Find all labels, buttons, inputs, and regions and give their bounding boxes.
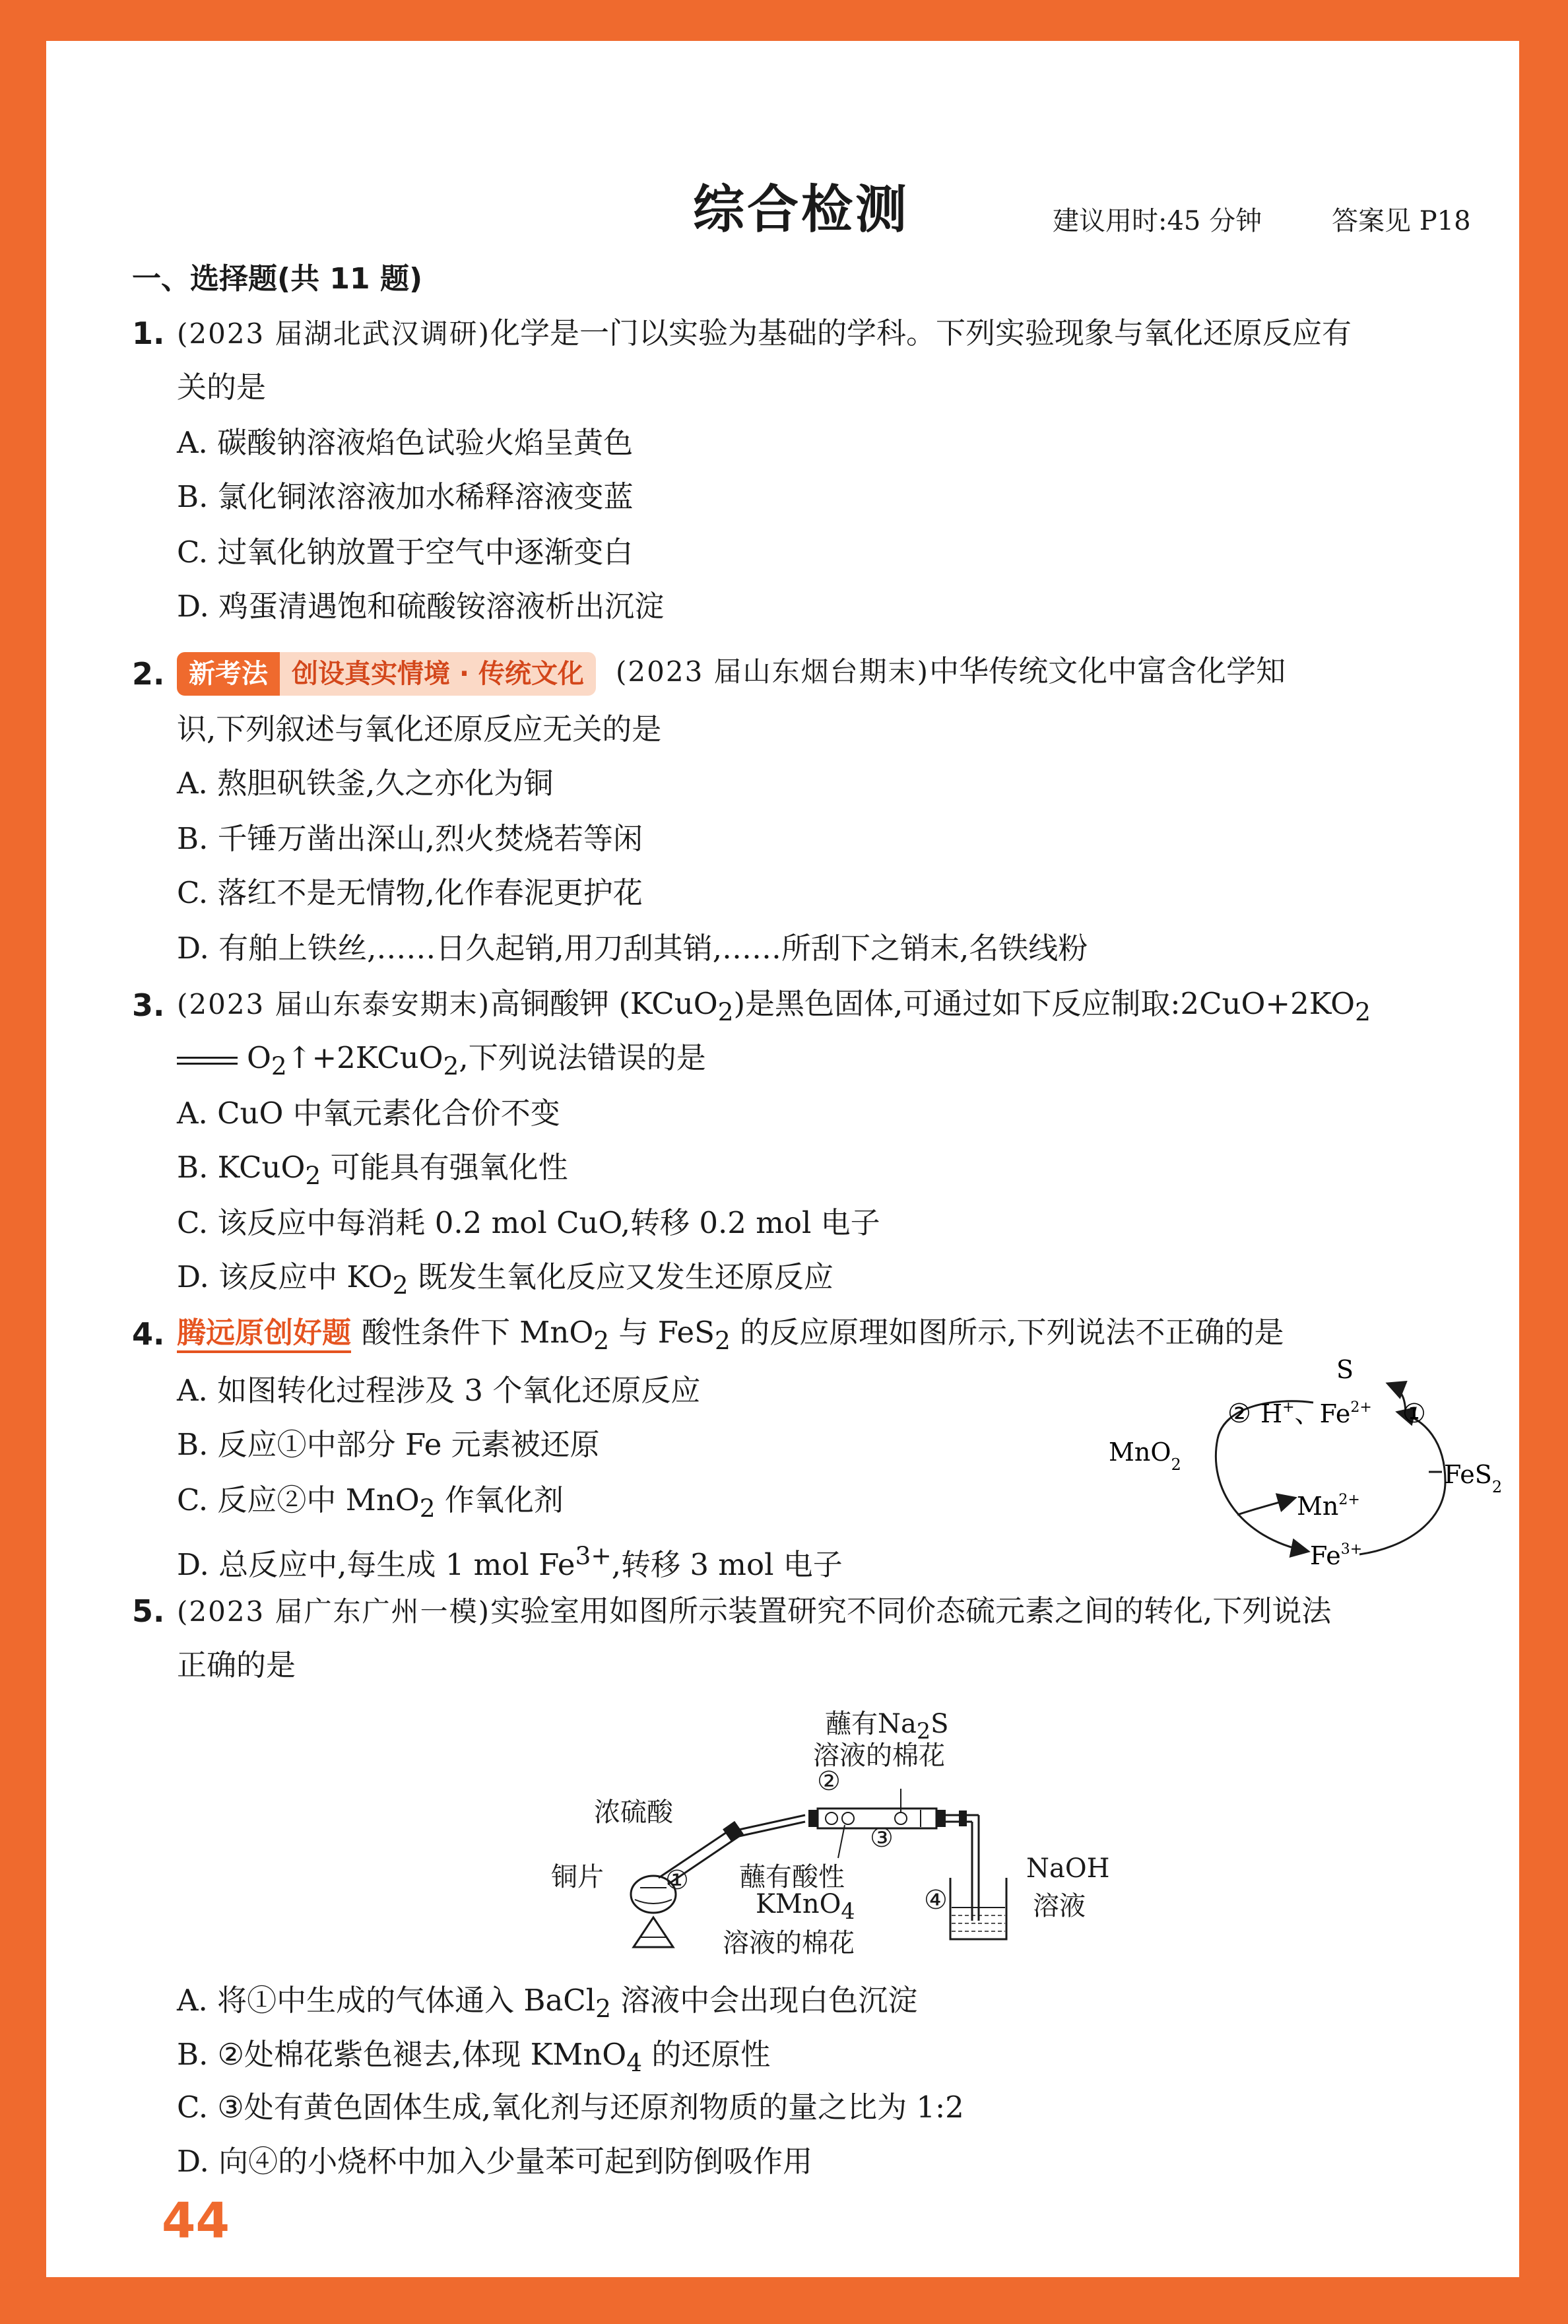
label-s: S [1336, 1355, 1354, 1384]
label-mark-4: ④ [924, 1885, 948, 1915]
q2-stem-line2: 识,下列叙述与氧化还原反应无关的是 [177, 712, 662, 747]
q5-stem-line1: (2023 届广东广州一模)实验室用如图所示装置研究不同价态硫元素之间的转化,下列说法 [177, 1593, 1332, 1628]
label-kmno4-cotton-2: KMnO$_4$ [756, 1889, 855, 1924]
q1-option-d[interactable]: D. 鸡蛋清遇饱和硫酸铵溶液析出沉淀 [177, 589, 665, 624]
label-naoh-solution: 溶液 [1033, 1891, 1086, 1921]
q4-stem: 腾远原创好题 酸性条件下 MnO$_2$ 与 FeS$_2$ 的反应原理如图所示,下列说法不正确的是 [177, 1315, 1284, 1355]
label-naoh: NaOH [1026, 1853, 1110, 1884]
answer-reference: 答案见 P18 [1332, 206, 1471, 236]
arrow-to-mn2 [1237, 1498, 1293, 1515]
label-conc-sulfuric-acid: 浓硫酸 [594, 1797, 673, 1828]
q5-option-d[interactable]: D. 向④的小烧杯中加入少量苯可起到防倒吸作用 [177, 2144, 813, 2179]
q2-option-b[interactable]: B. 千锤万凿出深山,烈火焚烧若等闲 [177, 821, 643, 856]
alcohol-lamp [634, 1917, 673, 1947]
page-title: 综合检测 [693, 180, 910, 240]
suggested-time: 建议用时:45 分钟 [1053, 206, 1262, 236]
q5-source: (2023 届广东广州一模) [177, 1595, 491, 1628]
label-copper: 铜片 [551, 1862, 604, 1892]
q1-option-a[interactable]: A. 碳酸钠溶液焰色试验火焰呈黄色 [177, 425, 634, 460]
q4-option-c[interactable]: C. 反应②中 MnO$_2$ 作氧化剂 [177, 1482, 564, 1523]
label-mark-2: ② [817, 1766, 841, 1797]
q2-option-d[interactable]: D. 有舶上铁丝,……日久起销,用刀刮其销,……所刮下之销末,名铁线粉 [177, 931, 1088, 966]
label-na2s-cotton-1: 蘸有$Na_2S$ [825, 1709, 949, 1744]
q5-option-a[interactable]: A. 将①中生成的气体通入 BaCl$_2$ 溶液中会出现白色沉淀 [177, 1983, 918, 2023]
q1-option-c[interactable]: C. 过氧化钠放置于空气中逐渐变白 [177, 535, 634, 570]
arc-reaction-1 [1359, 1412, 1445, 1554]
q1-option-b[interactable]: B. 氯化铜浓溶液加水稀释溶液变蓝 [177, 479, 634, 514]
label-na2s-cotton-2: 溶液的棉花 [813, 1741, 945, 1771]
arc-reaction-2-bottom [1216, 1439, 1307, 1551]
q2-option-a[interactable]: A. 熬胆矾铁釜,久之亦化为铜 [177, 766, 554, 801]
q4-number: 4. [132, 1316, 165, 1352]
q1-stem-line1: (2023 届湖北武汉调研)化学是一门以实验为基础的学科。下列实验现象与氧化还原反应有 [177, 315, 1352, 350]
q2-stem-line1: 新考法 创设真实情境 · 传统文化 (2023 届山东烟台期末)中华传统文化中富含化学知 [177, 651, 1286, 696]
context-tag: 创设真实情境 · 传统文化 [280, 652, 596, 696]
label-mark-3: ③ [870, 1823, 894, 1853]
label-mn2: $Mn^{2+}$ [1297, 1492, 1360, 1521]
q3-number: 3. [132, 987, 165, 1023]
q2-number: 2. [132, 656, 165, 692]
q5-option-c[interactable]: C. ③处有黄色固体生成,氧化剂与还原剂物质的量之比为 1:2 [177, 2090, 964, 2125]
section-heading: 一、选择题(共 11 题) [132, 262, 423, 296]
q3-equation-line: $O_2↑+2KCuO_2$,下列说法错误的是 [177, 1038, 706, 1086]
q3-option-c[interactable]: C. 该反应中每消耗 0.2 mol CuO,转移 0.2 mol 电子 [177, 1205, 880, 1240]
page-number: 44 [162, 2193, 230, 2249]
na2s-cotton [895, 1812, 907, 1824]
label-kmno4-cotton-1: 蘸有酸性 [739, 1862, 845, 1892]
kmno4-cotton [842, 1812, 854, 1824]
q5-number: 5. [132, 1593, 165, 1629]
equals-sign [177, 1057, 238, 1065]
new-method-tag: 新考法 [177, 652, 280, 696]
label-fes2: FeS$_2$ [1444, 1460, 1503, 1496]
q4-option-a[interactable]: A. 如图转化过程涉及 3 个氧化还原反应 [177, 1373, 701, 1408]
q1-number: 1. [132, 315, 165, 351]
q3-option-b[interactable]: B. KCuO$_2$ 可能具有强氧化性 [177, 1150, 568, 1190]
label-mark-1: ① [1402, 1399, 1426, 1429]
q2-source: (2023 届山东烟台期末) [616, 655, 930, 688]
q1-source: (2023 届湖北武汉调研) [177, 317, 491, 350]
label-fe3: $Fe^{3+}$ [1310, 1541, 1363, 1570]
label-mno2: MnO$_2$ [1109, 1438, 1181, 1474]
q4-option-d[interactable]: D. 总反应中,每生成 1 mol $Fe^{3+}$,转移 3 mol 电子 [177, 1541, 843, 1582]
label-kmno4-cotton-3: 溶液的棉花 [723, 1928, 855, 1958]
q2-option-c[interactable]: C. 落红不是无情物,化作春泥更护花 [177, 875, 643, 910]
label-mark-1: ① [665, 1865, 689, 1896]
label-mark-2: ② [1227, 1399, 1251, 1429]
q3-stem-line1: (2023 届山东泰安期末)高铜酸钾 (KCuO$_2$)是黑色固体,可通过如下反应制取$:2CuO+2KO_2$ [177, 986, 1371, 1026]
q5-option-b[interactable]: B. ②处棉花紫色褪去,体现 KMnO$_4$ 的还原性 [177, 2037, 771, 2077]
q1-stem-line2: 关的是 [177, 370, 267, 405]
q3-source: (2023 届山东泰安期末) [177, 988, 491, 1020]
q3-option-d[interactable]: D. 该反应中 $KO_2$ 既发生氧化反应又发生还原反应 [177, 1259, 833, 1300]
reaction-cycle-diagram [1095, 1323, 1503, 1587]
q3-option-a[interactable]: A. CuO 中氧元素化合价不变 [177, 1096, 560, 1131]
original-question-tag: 腾远原创好题 [177, 1316, 351, 1353]
label-h-fe2: H+、$Fe^{2+}$ [1260, 1399, 1372, 1428]
q5-stem-line2: 正确的是 [177, 1647, 296, 1682]
q4-option-b[interactable]: B. 反应①中部分 Fe 元素被还原 [177, 1427, 600, 1462]
